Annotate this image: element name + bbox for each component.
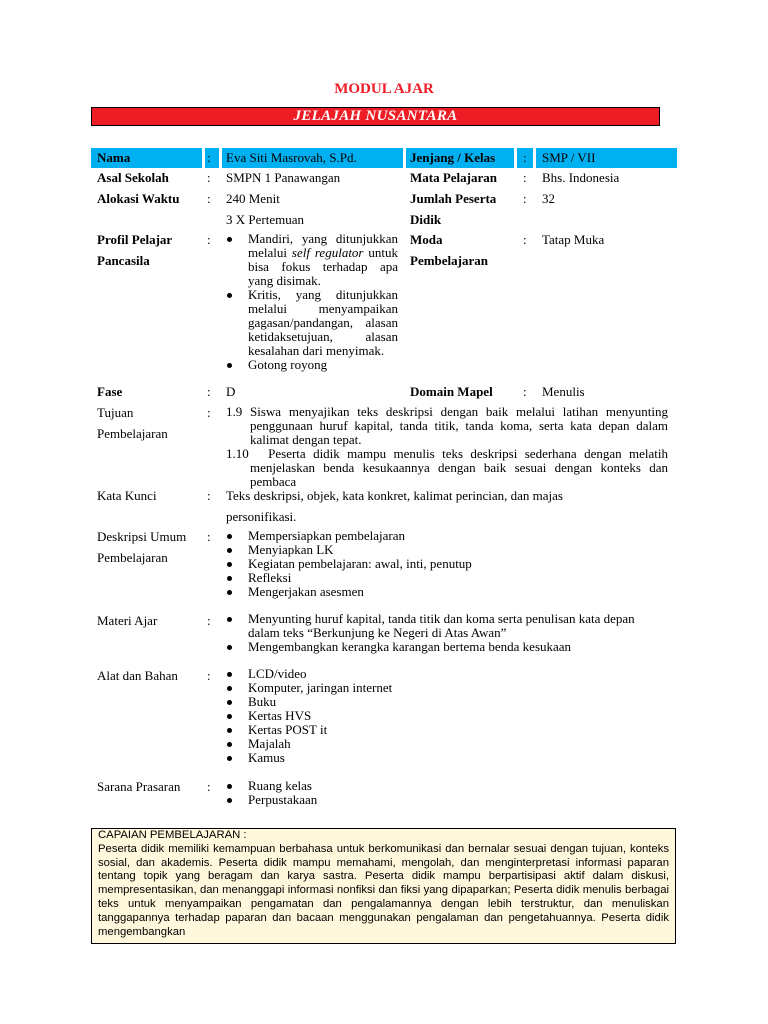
label-materi-ajar: Materi Ajar xyxy=(97,613,158,628)
label-nama: Nama xyxy=(97,150,131,165)
list-item: Kamus xyxy=(224,751,668,765)
label-mata-pelajaran: Mata Pelajaran xyxy=(410,170,498,185)
colon: : xyxy=(207,779,211,794)
list-item: Kegiatan pembelajaran: awal, inti, penutup xyxy=(224,557,668,571)
colon: : xyxy=(207,170,211,185)
colon: : xyxy=(207,488,211,503)
label-profil-pelajar: Profil Pelajar xyxy=(97,232,173,247)
list-item: Mengembangkan kerangka karangan bertema benda kesukaan xyxy=(224,640,668,654)
colon: : xyxy=(207,150,211,165)
value-pertemuan: 3 X Pertemuan xyxy=(226,212,304,227)
list-item: 1.10 Peserta didik mampu menulis teks deskripsi sederhana dengan melatih menjelaskan benda kesukaannya dengan baik sesuai dengan konteks dan pembaca xyxy=(226,446,668,489)
list-item: Mempersiapkan pembelajaran xyxy=(224,529,668,543)
label-moda: Moda xyxy=(410,232,443,247)
sarana-list xyxy=(224,779,668,807)
colon: : xyxy=(523,384,527,399)
value-kata-kunci-line2: personifikasi. xyxy=(226,509,297,524)
tujuan-list xyxy=(226,405,668,489)
value-asal-sekolah: SMPN 1 Panawangan xyxy=(226,170,341,185)
colon: : xyxy=(207,529,211,544)
value-nama: Eva Siti Masrovah, S.Pd. xyxy=(226,150,357,165)
colon: : xyxy=(523,232,527,247)
colon: : xyxy=(207,405,211,420)
list-item: Kritis, yang ditunjukkan melalui menyampaikan gagasan/pandangan, alasan ketidaksetujuan, alasan kesalahan dari menyimak. xyxy=(224,288,398,358)
list-item: Refleksi xyxy=(224,571,668,585)
colon: : xyxy=(523,191,527,206)
label-deskripsi-pembelajaran: Pembelajaran xyxy=(97,550,168,565)
capaian-title: CAPAIAN PEMBELAJARAN : xyxy=(98,829,247,841)
list-item: Ruang kelas xyxy=(224,779,668,793)
label-pancasila: Pancasila xyxy=(97,253,150,268)
capaian-pembelajaran-box xyxy=(91,828,676,944)
colon: : xyxy=(207,191,211,206)
profil-list xyxy=(224,232,398,372)
list-item: LCD/video xyxy=(224,667,668,681)
list-item: Perpustakaan xyxy=(224,793,668,807)
list-item: Mengerjakan asesmen xyxy=(224,585,668,599)
label-kata-kunci: Kata Kunci xyxy=(97,488,157,503)
capaian-text: Peserta didik memiliki kemampuan berbahasa untuk berkomunikasi dan bernalar sesuai dengan tujuan, konteks sosial, dan akademis. Peserta didik mampu memahami, mengolah, dan menginterpretasi informasi paparan tentang topik yang beragam dan karya sastra. Peserta didik mampu berpartisipasi aktif dalam diskusi, mempresentasikan, dan menanggapi informasi nonfiksi dan fiksi yang dipaparkan; Peserta didik menulis berbagai teks untuk menyampaikan pengamatan dan pengalamannya dengan lebih terstruktur, dan menuliskan tanggapannya terhadap paparan dan bacaan menggunakan pengalaman dan pengetahuannya. Peserta didik mengembangkan xyxy=(98,842,669,938)
header-row-gap xyxy=(219,148,222,168)
header-row-gap xyxy=(403,148,406,168)
label-alokasi-waktu: Alokasi Waktu xyxy=(97,191,180,206)
label-alat-bahan: Alat dan Bahan xyxy=(97,668,178,683)
label-didik: Didik xyxy=(410,212,442,227)
deskripsi-list xyxy=(224,529,668,599)
list-item: Mandiri, yang ditunjukkan melalui self regulator untuk bisa fokus terhadap apa yang disimak. xyxy=(224,232,398,288)
value-kata-kunci-line1: Teks deskripsi, objek, kata konkret, kalimat perincian, dan majas xyxy=(226,488,563,503)
value-moda: Tatap Muka xyxy=(542,232,605,247)
label-jenjang: Jenjang / Kelas xyxy=(410,150,496,165)
materi-list xyxy=(224,612,668,654)
alat-list xyxy=(224,667,668,765)
colon: : xyxy=(523,170,527,185)
colon: : xyxy=(207,232,211,247)
list-item: Majalah xyxy=(224,737,668,751)
label-tujuan: Tujuan xyxy=(97,405,134,420)
label-domain-mapel: Domain Mapel xyxy=(410,384,493,399)
list-item: Kertas HVS xyxy=(224,709,668,723)
value-domain-mapel: Menulis xyxy=(542,384,585,399)
colon: : xyxy=(207,613,211,628)
page-title: MODUL AJAR xyxy=(334,81,434,97)
list-item: Gotong royong xyxy=(224,358,398,372)
label-asal-sekolah: Asal Sekolah xyxy=(97,170,169,185)
colon: : xyxy=(207,384,211,399)
colon: : xyxy=(207,668,211,683)
list-item: Buku xyxy=(224,695,668,709)
value-fase: D xyxy=(226,384,236,399)
label-fase: Fase xyxy=(97,384,123,399)
value-jenjang: SMP / VII xyxy=(542,150,596,165)
label-jumlah-peserta: Jumlah Peserta xyxy=(410,191,497,206)
header-row-gap xyxy=(533,148,536,168)
module-banner: JELAJAH NUSANTARA xyxy=(91,107,660,126)
label-pembelajaran: Pembelajaran xyxy=(410,253,488,268)
list-item: Komputer, jaringan internet xyxy=(224,681,668,695)
header-row-gap xyxy=(202,148,205,168)
value-alokasi-waktu: 240 Menit xyxy=(226,191,280,206)
value-mata-pelajaran: Bhs. Indonesia xyxy=(542,170,620,185)
value-jumlah-peserta: 32 xyxy=(542,191,555,206)
list-item: Menyunting huruf kapital, tanda titik dan koma serta penulisan kata depan dalam teks “Berkunjung ke Negeri di Atas Awan” xyxy=(224,612,668,640)
label-sarana-prasaran: Sarana Prasaran xyxy=(97,779,181,794)
list-item: 1.9 Siswa menyajikan teks deskripsi dengan baik melalui latihan menyunting penggunaan huruf kapital, tanda titik, tanda koma, serta kata depan dalam kalimat dengan tepat. xyxy=(226,404,669,447)
label-deskripsi-umum: Deskripsi Umum xyxy=(97,529,187,544)
colon: : xyxy=(523,150,527,165)
list-item: Kertas POST it xyxy=(224,723,668,737)
list-item: Menyiapkan LK xyxy=(224,543,668,557)
label-tujuan-pembelajaran: Pembelajaran xyxy=(97,426,168,441)
